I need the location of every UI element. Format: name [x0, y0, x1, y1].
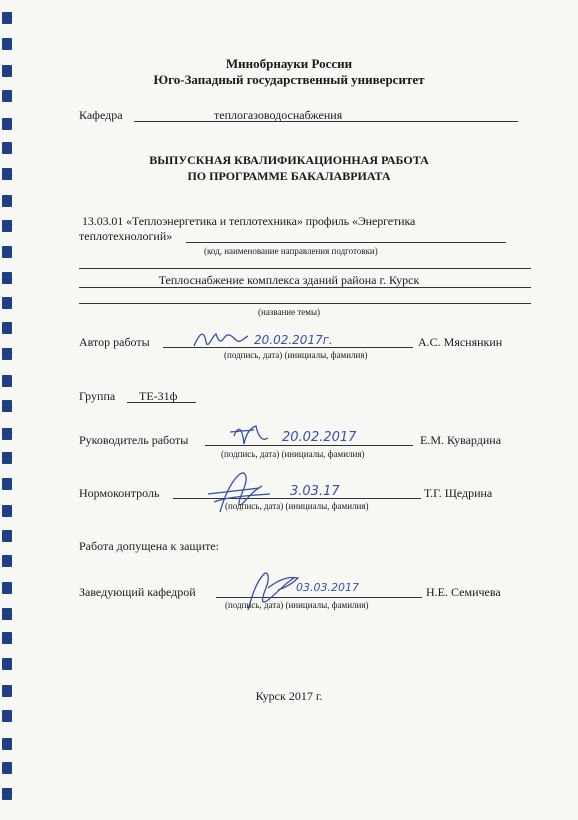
author-signature — [190, 326, 250, 352]
author-date: 20.02.2017г. — [254, 333, 333, 347]
binder-hole — [2, 297, 12, 309]
binder-hole — [2, 452, 12, 464]
binder-hole — [2, 195, 12, 207]
binder-hole — [2, 246, 12, 258]
binder-hole — [2, 375, 12, 387]
admitted-text: Работа допущена к защите: — [79, 539, 219, 553]
direction-caption: (код, наименование направления подготовки) — [204, 246, 378, 256]
direction-line2: теплотехнологий» — [79, 229, 173, 243]
supervisor-signature — [224, 422, 274, 450]
binder-hole — [2, 12, 12, 24]
department-value: теплогазоводоснабжения — [214, 108, 343, 122]
city-year: Курск 2017 г. — [255, 689, 323, 703]
topic-value: Теплоснабжение комплекса зданий района г. Курск — [158, 273, 420, 287]
binder-hole — [2, 788, 12, 800]
supervisor-date: 20.02.2017 — [282, 430, 357, 445]
head-of-dept-caption: (подпись, дата) (инициалы, фамилия) — [225, 600, 369, 610]
binder-hole — [2, 762, 12, 774]
direction-line1: 13.03.01 «Теплоэнергетика и теплотехника» профиль «Энергетика — [82, 214, 416, 228]
group-value: ТЕ-31ф — [139, 389, 178, 403]
author-label: Автор работы — [79, 335, 150, 349]
binder-hole — [2, 710, 12, 722]
binder-hole — [2, 118, 12, 130]
ministry-name: Минобрнауки России — [225, 56, 353, 71]
normcontrol-date: 3.03.17 — [290, 484, 340, 499]
binder-hole — [2, 555, 12, 567]
binder-hole — [2, 608, 12, 620]
binder-hole — [2, 322, 12, 334]
supervisor-caption: (подпись, дата) (инициалы, фамилия) — [221, 449, 365, 459]
binder-hole — [2, 658, 12, 670]
department-label: Кафедра — [79, 108, 123, 122]
university-name: Юго-Западный государственный университет — [153, 72, 425, 87]
group-label: Группа — [79, 389, 116, 403]
topic-line-bottom — [79, 303, 531, 304]
binder-hole — [2, 505, 12, 517]
head-of-dept-label: Заведующий кафедрой — [79, 585, 196, 599]
binder-hole — [2, 38, 12, 50]
head-of-dept-date: 03.03.2017 — [296, 581, 359, 594]
binder-hole — [2, 738, 12, 750]
binder-hole — [2, 348, 12, 360]
binder-hole — [2, 632, 12, 644]
normcontrol-name: Т.Г. Щедрина — [424, 486, 493, 500]
binder-hole — [2, 530, 12, 542]
supervisor-name: Е.М. Кувардина — [420, 433, 502, 447]
head-of-dept-name: Н.Е. Семичева — [426, 585, 501, 599]
author-caption: (подпись, дата) (инициалы, фамилия) — [224, 350, 368, 360]
normcontrol-caption: (подпись, дата) (инициалы, фамилия) — [225, 501, 369, 511]
binder-hole — [2, 400, 12, 412]
work-title-line1: ВЫПУСКНАЯ КВАЛИФИКАЦИОННАЯ РАБОТА — [149, 153, 429, 167]
supervisor-label: Руководитель работы — [79, 433, 189, 447]
work-title-line2: ПО ПРОГРАММЕ БАКАЛАВРИАТА — [187, 169, 391, 183]
binder-hole — [2, 478, 12, 490]
binder-hole — [2, 220, 12, 232]
topic-line-top — [79, 268, 531, 269]
binder-hole — [2, 90, 12, 102]
topic-line-mid — [79, 287, 531, 288]
binder-hole — [2, 428, 12, 440]
direction-line — [186, 242, 506, 243]
normcontrol-label: Нормоконтроль — [79, 486, 160, 500]
topic-caption: (название темы) — [258, 307, 321, 317]
author-name: А.С. Мяснянкин — [418, 335, 503, 349]
binder-hole — [2, 582, 12, 594]
